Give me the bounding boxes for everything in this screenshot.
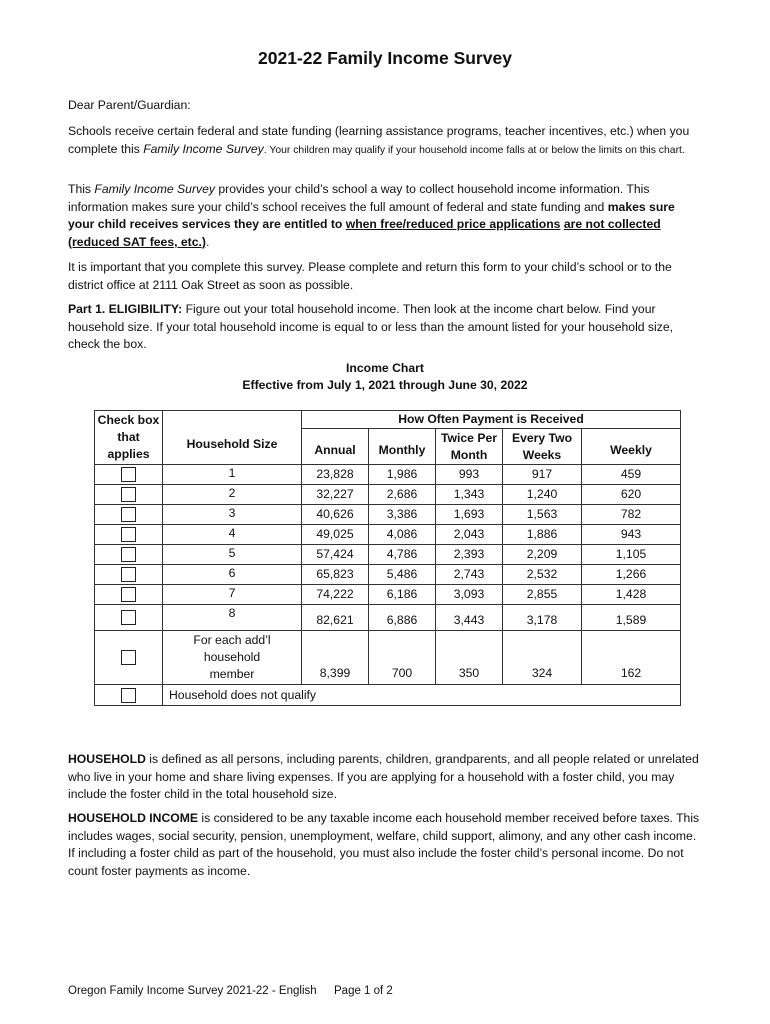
income-row (95, 505, 681, 525)
twice-per-month-cell: 993 (436, 465, 503, 485)
purpose-underline-2: are not collected (reduced SAT fees, etc.) (68, 217, 661, 249)
chart-subtitle: Effective from July 1, 2021 through June 30, 2022 (242, 378, 528, 392)
payment-group-header: How Often Payment is Received (302, 411, 681, 429)
household-text: is defined as all persons, including parents, children, grandparents, and all people related or unrelated who live in your home and share living expenses. If you are applying for a household with a foster child, you may include the foster child in the total household size. (68, 752, 699, 801)
household-size-checkbox[interactable] (121, 587, 136, 602)
household-size-cell: 5 (163, 545, 302, 565)
purpose-bold: makes sure your child receives services they are entitled to (68, 199, 675, 231)
intro-paragraph (68, 123, 702, 159)
check-cell (95, 585, 163, 605)
every-two-weeks-cell: 3,178 (503, 605, 582, 631)
annual-cell: 49,025 (302, 525, 369, 545)
intro-survey-name: Family Income Survey (143, 141, 264, 156)
weekly-cell: 1,428 (582, 585, 681, 605)
check-cell (95, 605, 163, 631)
every-two-weeks-cell: 2,209 (503, 545, 582, 565)
size-header: Household Size (163, 411, 302, 465)
household-size-cell: 2 (163, 485, 302, 505)
household-size-cell: 1 (163, 465, 302, 485)
weekly-cell: 620 (582, 485, 681, 505)
household-size-checkbox[interactable] (121, 507, 136, 522)
eligibility-text: Figure out your total household income. Then look at the income chart below. Find your household size. If your total household income is equal to or less than the amount listed for your household size, check the box. (68, 302, 673, 351)
monthly-cell: 4,786 (369, 545, 436, 565)
check-cell (95, 525, 163, 545)
eligibility-label: Part 1. ELIGIBILITY: (68, 302, 183, 316)
intro-tail: . Your children may qualify if your household income falls at or below the limits on this chart. (263, 144, 685, 156)
household-size-cell: 7 (163, 585, 302, 605)
twice-per-month-cell: 2,393 (436, 545, 503, 565)
income-row (95, 525, 681, 545)
household-size-checkbox[interactable] (121, 547, 136, 562)
page-title: 2021-22 Family Income Survey (258, 48, 512, 68)
annual-cell: 23,828 (302, 465, 369, 485)
monthly-cell: 6,186 (369, 585, 436, 605)
annual-cell: 57,424 (302, 545, 369, 565)
footer-title: Oregon Family Income Survey 2021-22 - English (68, 985, 317, 997)
weekly-cell: 943 (582, 525, 681, 545)
check-cell (95, 485, 163, 505)
purpose-b: provides your child’s school a way to collect household income information. This information makes sure your child’s school receives the full amount of federal and state funding and (68, 182, 650, 214)
weekly-header: Weekly (582, 429, 681, 465)
purpose-underline-1: when free/reduced price applications (345, 217, 561, 231)
weekly-cell: 1,266 (582, 565, 681, 585)
income-row (95, 605, 681, 631)
greeting: Dear Parent/Guardian: (68, 98, 191, 112)
monthly-cell: 1,986 (369, 465, 436, 485)
intro-text: Schools receive certain federal and state funding (learning assistance programs, teacher incentives, etc.) when you complete this (68, 124, 690, 156)
every-two-weeks-cell: 1,563 (503, 505, 582, 525)
household-size-cell: 3 (163, 505, 302, 525)
twice-per-month-cell: 2,043 (436, 525, 503, 545)
annual-cell: 32,227 (302, 485, 369, 505)
monthly-cell: 2,686 (369, 485, 436, 505)
additional-weekly: 162 (582, 631, 681, 685)
household-size-cell: 6 (163, 565, 302, 585)
annual-cell: 40,626 (302, 505, 369, 525)
twice-per-month-cell: 3,093 (436, 585, 503, 605)
check-cell (95, 545, 163, 565)
check-cell (95, 505, 163, 525)
every-header: Every Two Weeks (503, 429, 582, 465)
check-cell (95, 685, 163, 706)
income-row (95, 545, 681, 565)
purpose-end: . (205, 234, 210, 249)
check-cell (95, 631, 163, 685)
additional-checkbox[interactable] (121, 650, 136, 665)
income-row (95, 485, 681, 505)
household-size-checkbox[interactable] (121, 527, 136, 542)
purpose-survey-name: Family Income Survey (94, 182, 215, 196)
twice-per-month-cell: 1,693 (436, 505, 503, 525)
annual-header: Annual (302, 429, 369, 465)
purpose-paragraph (68, 181, 702, 251)
monthly-cell: 3,386 (369, 505, 436, 525)
twice-per-month-cell: 1,343 (436, 485, 503, 505)
household-label: HOUSEHOLD (68, 752, 146, 766)
every-two-weeks-cell: 1,240 (503, 485, 582, 505)
monthly-cell: 4,086 (369, 525, 436, 545)
household-definition (68, 751, 702, 804)
additional-every: 324 (503, 631, 582, 685)
twice-per-month-cell: 3,443 (436, 605, 503, 631)
purpose-a: This (68, 182, 95, 196)
weekly-cell: 1,589 (582, 605, 681, 631)
annual-cell: 82,621 (302, 605, 369, 631)
footer-page-number: Page 1 of 2 (334, 985, 393, 997)
household-size-cell: 4 (163, 525, 302, 545)
household-size-checkbox[interactable] (121, 567, 136, 582)
household-size-checkbox[interactable] (121, 467, 136, 482)
every-two-weeks-cell: 2,855 (503, 585, 582, 605)
monthly-header: Monthly (369, 429, 436, 465)
income-row (95, 465, 681, 485)
not-qualify-row (95, 685, 681, 706)
check-cell (95, 465, 163, 485)
household-income-label: HOUSEHOLD INCOME (68, 811, 199, 825)
additional-member-row (95, 631, 681, 685)
household-income-text: is considered to be any taxable income each household member received before taxes. This includes wages, social security, pension, unemployment, welfare, child support, alimony, and any other cash income. If including a foster child as part of the household, you must also include the foster child’s personal income. Do not count foster payments as income. (68, 811, 700, 878)
income-chart-table (94, 410, 681, 706)
chart-title: Income Chart (346, 361, 424, 375)
income-row (95, 565, 681, 585)
monthly-cell: 5,486 (369, 565, 436, 585)
annual-cell: 65,823 (302, 565, 369, 585)
every-two-weeks-cell: 1,886 (503, 525, 582, 545)
eligibility-paragraph (68, 301, 702, 354)
monthly-cell: 6,886 (369, 605, 436, 631)
additional-size: For each add’l household member (163, 631, 302, 685)
check-cell (95, 565, 163, 585)
every-two-weeks-cell: 2,532 (503, 565, 582, 585)
weekly-cell: 782 (582, 505, 681, 525)
twice-per-month-cell: 2,743 (436, 565, 503, 585)
weekly-cell: 1,105 (582, 545, 681, 565)
household-income-definition (68, 810, 702, 880)
return-paragraph: It is important that you complete this survey. Please complete and return this form to your child’s school or to the district office at 2111 Oak Street as soon as possible. (68, 260, 672, 292)
household-size-checkbox[interactable] (121, 610, 136, 625)
additional-annual: 8,399 (302, 631, 369, 685)
household-size-checkbox[interactable] (121, 487, 136, 502)
weekly-cell: 459 (582, 465, 681, 485)
annual-cell: 74,222 (302, 585, 369, 605)
household-size-cell: 8 (163, 605, 302, 631)
twice-header: Twice Per Month (436, 429, 503, 465)
not-qualify-label: Household does not qualify (163, 685, 681, 706)
not-qualify-checkbox[interactable] (121, 688, 136, 703)
income-row (95, 585, 681, 605)
check-header: Check box that applies (95, 411, 163, 465)
every-two-weeks-cell: 917 (503, 465, 582, 485)
additional-twice: 350 (436, 631, 503, 685)
additional-monthly: 700 (369, 631, 436, 685)
